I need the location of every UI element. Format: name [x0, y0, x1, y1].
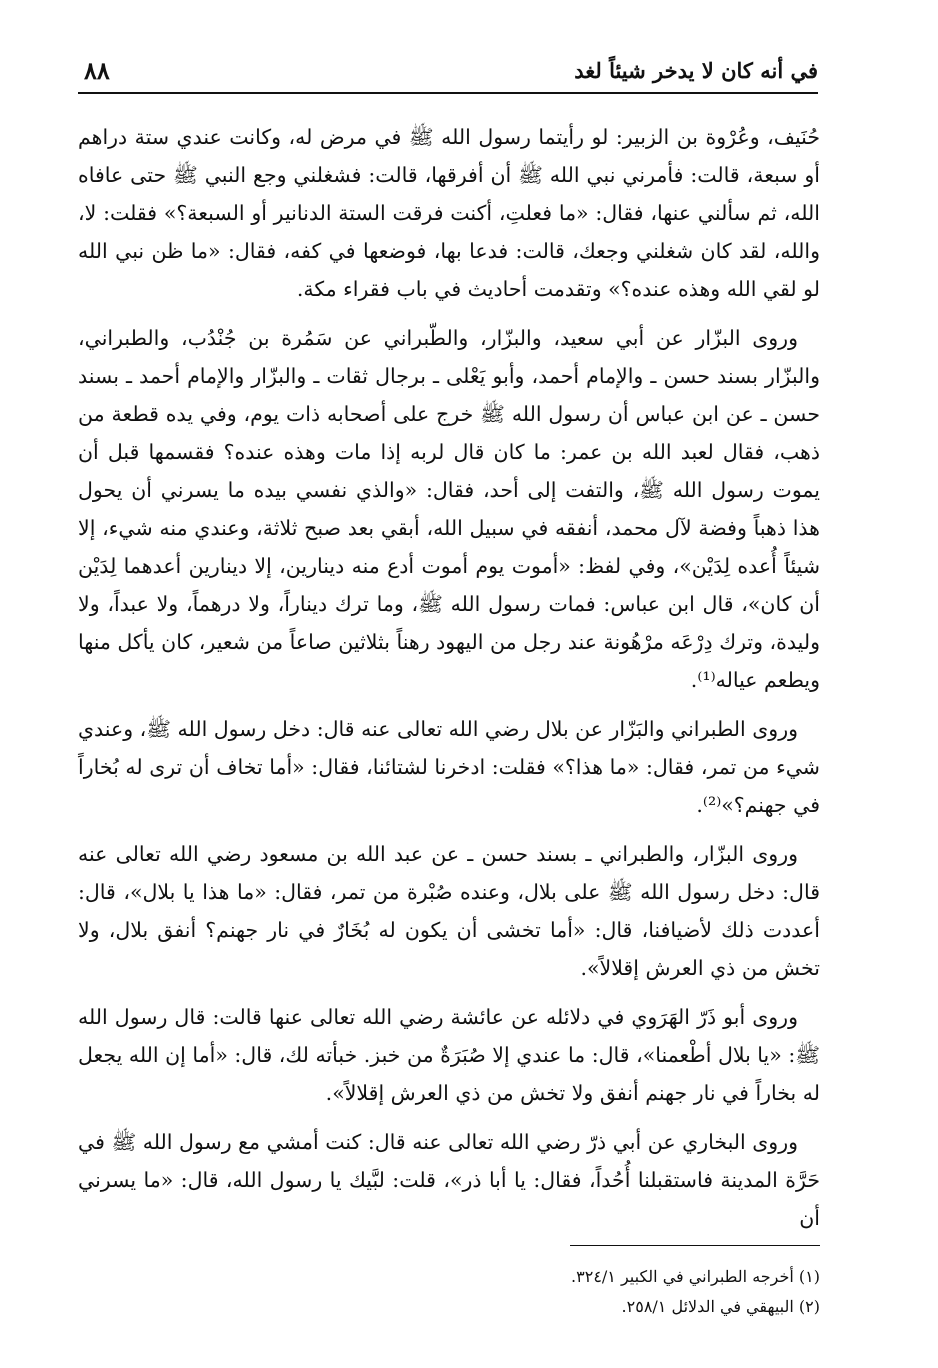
footnote-divider	[570, 1245, 820, 1246]
page-number: ٨٨	[84, 56, 110, 85]
footnotes	[320, 1262, 820, 1322]
paragraph-1: حُنَيف، وعُرْوة بن الزبير: لو رأيتما رسول الله ﷺ في مرض له، وكانت عندي ستة دراهم أو سبعة، قالت: فأمرني نبي الله ﷺ أن أفرقها، قالت: فشغلني وجع النبي ﷺ حتى عافاه الله، ثم سألني عنها، فقال: «ما فعلتِ، أكنت فرقت الستة الدنانير أو السبعة؟» فقلت: لا، والله، لقد كان شغلني وجعك، قالت: فدعا بها، فوضعها في كفه، فقال: «ما ظن نبي الله لو لقي الله وهذه عنده؟» وتقدمت أحاديث في باب فقراء مكة.	[78, 125, 820, 301]
paragraph-5: وروى أبو ذَرّ الهَرَوي في دلائله عن عائشة رضي الله تعالى عنها قالت: قال رسول الله ﷺ: «يا بلال أطْعمنا»، قال: ما عندي إلا صُبَرَةٌ من خبز. خبأته لك، قال: «أما إن الله يجعل له بخاراً في نار جهنم أنفق ولا تخش من ذي العرش إقلالاً».	[78, 1005, 820, 1105]
body-text	[78, 118, 820, 1248]
paragraph-3: وروى الطبراني والبَزّار عن بلال رضي الله تعالى عنه قال: دخل رسول الله ﷺ، وعندي شيء من تمر، فقال: «ما هذا؟» فقلت: ادخرنا لشتائنا، فقال: «أما تخاف أن ترى له بُخاراً في جهنم؟»⁽²⁾.	[78, 717, 820, 817]
running-header	[78, 56, 818, 94]
footnote-2: (٢) البيهقي في الدلائل ٢٥٨/١.	[621, 1297, 820, 1316]
running-title: في أنه كان لا يدخر شيئاً لغد	[574, 58, 818, 83]
footnote-1: (١) أخرجه الطبراني في الكبير ٣٢٤/١.	[571, 1267, 820, 1286]
paragraph-6: وروى البخاري عن أبي ذرّ رضي الله تعالى عنه قال: كنت أمشي مع رسول الله ﷺ في حَرَّة المدينة فاستقبلنا أُحُداً، فقال: يا أبا ذر»، قلت: لبَّيك يا رسول الله، قال: «ما يسرني أن	[78, 1130, 820, 1230]
paragraph-4: وروى البزّار، والطبراني ـ بسند حسن ـ عن عبد الله بن مسعود رضي الله تعالى عنه قال: دخل رسول الله ﷺ على بلال، وعنده صُبْرة من تمر، فقال: «ما هذا يا بلال»، قال: أعددت ذلك لأضيافنا، قال: «أما تخشى أن يكون له بُخَارٌ في نار جهنم؟ أنفق بلال، ولا تخش من ذي العرش إقلالاً».	[78, 842, 820, 980]
paragraph-2: وروى البزّار عن أبي سعيد، والبزّار، والطّبراني عن سَمُرة بن جُنْدُب، والطبراني، والبزّار بسند حسن ـ والإمام أحمد، وأبو يَعْلى ـ برجال ثقات ـ والبزّار والإمام أحمد ـ بسند حسن ـ عن ابن عباس أن رسول الله ﷺ خرج على أصحابه ذات يوم، وفي يده قطعة من ذهب، فقال لعبد الله بن عمر: ما كان قال لربه إذا مات وهذه عنده؟ فقسمها قبل أن يموت رسول الله ﷺ، والتفت إلى أحد، فقال: «والذي نفسي بيده ما يسرني أن يحول هذا ذهباً وفضة لآل محمد، أنفقه في سبيل الله، أبقي بعد صبح ثلاثة، وعندي منه شيء، إلا شيئاً أُعده لِدَيْن»، وفي لفظ: «أموت يوم أموت أدع منه دينارين، إلا دينارين أعدهما لِدَيْن أن كان»، قال ابن عباس: فمات رسول الله ﷺ، وما ترك ديناراً، ولا درهماً، ولا عبداً، ولا وليدة، وترك دِرْعَه مرْهُونة عند رجل من اليهود رهناً بثلاثين صاعاً من شعير، كان يأكل منها ويطعم عياله⁽¹⁾.	[78, 326, 820, 692]
